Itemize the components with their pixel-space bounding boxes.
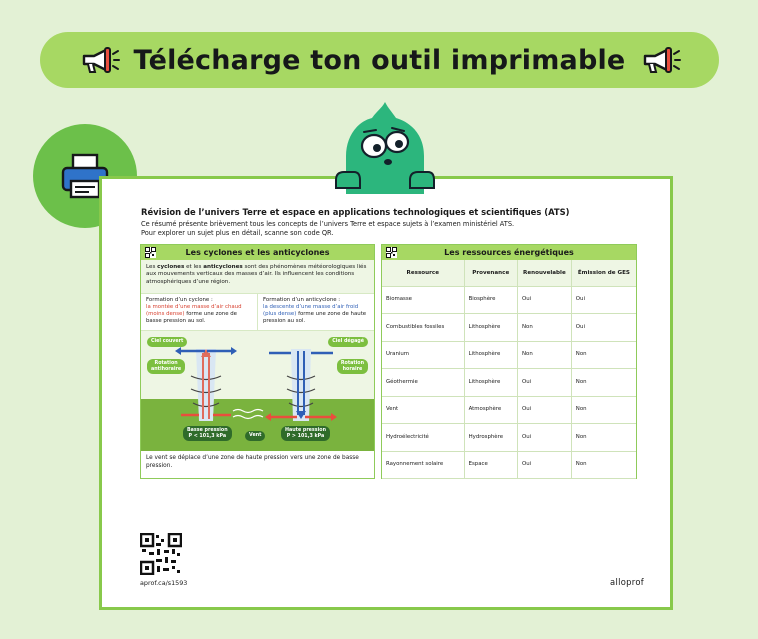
short-url[interactable]: aprof.ca/s1593 [140,579,188,587]
cyclones-heading-bar [141,245,374,260]
formation-text: forme une zone de basse pression au sol. [146,311,237,324]
column-header: Ressource [382,260,464,286]
table-cell: Rayonnement solaire [382,451,464,479]
table-row [382,314,636,342]
table-cell: Hydroélectricité [382,424,464,452]
sky-overcast-label: Ciel couvert [147,337,187,347]
table-cell: Oui [518,286,572,314]
table-row [382,424,636,452]
table-cell: Non [571,369,636,397]
table-cell: Non [571,341,636,369]
table-row [382,396,636,424]
formation-text: forme une zone de haute pression au sol. [263,311,367,324]
pill-line: Basse pression [187,428,228,433]
qr-code-icon[interactable] [140,533,182,575]
column-header: Provenance [464,260,517,286]
resources-table [382,260,636,479]
rotation-counterclockwise-label [147,359,185,374]
table-cell: Vent [382,396,464,424]
document-subtitle [141,220,641,237]
table-row [382,451,636,479]
table-cell: Lithosphère [464,314,517,342]
table-row [382,369,636,397]
table-cell: Oui [518,369,572,397]
pill-line: antihoraire [151,366,182,372]
cyclones-footer: Le vent se déplace d’une zone de haute pression vers une zone de basse pression. [146,455,359,469]
formation-columns [141,293,374,331]
printable-sheet [99,176,673,610]
brand-logo: alloprof [610,577,644,587]
pill-line: P < 101,3 kPa [188,433,227,439]
megaphone-icon [78,45,120,75]
table-row [382,286,636,314]
table-cell: Non [571,424,636,452]
sky-clear-label: Ciel dégagé [328,337,368,347]
intro-term: anticyclones [203,264,243,270]
intro-text: et les [184,264,204,270]
formation-label: Formation d’un anticyclone : [263,297,341,303]
cyclones-intro [141,260,374,293]
table-row [382,341,636,369]
document-title: Révision de l’univers Terre et espace en applications technologiques et scientifiques (ATS) [141,207,570,217]
pill-line: Haute pression [285,428,327,433]
subtitle-line: Ce résumé présente brièvement tous les concepts de l’univers Terre et espace sujets à l’examen ministériel ATS. [141,220,515,228]
table-header-row [382,260,636,286]
table-cell: Uranium [382,341,464,369]
table-cell: Oui [571,286,636,314]
table-cell: Combustibles fossiles [382,314,464,342]
pill-line: horaire [342,366,363,372]
pill-line: P > 101,3 kPa [286,433,325,439]
rotation-clockwise-label [337,359,368,374]
intro-term: cyclones [157,264,185,270]
intro-text: Les [146,264,158,270]
table-cell: Non [518,341,572,369]
pill-line: Rotation [340,361,364,366]
table-cell: Hydrosphère [464,424,517,452]
qr-code-icon[interactable] [145,247,156,258]
resources-heading-bar [382,245,636,260]
megaphone-icon [639,45,681,75]
table-cell: Biomasse [382,286,464,314]
column-header: Renouvelable [518,260,572,286]
table-cell: Lithosphère [464,369,517,397]
mascot-icon [330,98,440,194]
table-cell: Géothermie [382,369,464,397]
subtitle-line: Pour explorer un sujet plus en détail, scanne son code QR. [141,228,334,237]
pressure-diagram [141,331,374,451]
resources-card [381,244,637,479]
anticyclone-formation [257,294,374,330]
table-cell: Oui [518,451,572,479]
formation-highlight: la montée d’une masse d’air chaud (moins dense) [146,304,242,317]
cyclones-card [140,244,375,479]
low-pressure-label [183,426,232,441]
table-cell: Atmosphère [464,396,517,424]
table-cell: Espace [464,451,517,479]
formation-label: Formation d’un cyclone : [146,297,213,303]
cyclone-formation [141,294,257,330]
banner-title: Télécharge ton outil imprimable [133,44,626,76]
download-banner[interactable] [40,32,719,88]
pill-line: Rotation [154,361,178,366]
high-pressure-label [281,426,330,441]
table-cell: Non [518,314,572,342]
table-cell: Biosphère [464,286,517,314]
column-header: Émission de GES [571,260,636,286]
formation-highlight: la descente d’une masse d’air froid (plus dense) [263,304,359,317]
table-cell: Oui [571,314,636,342]
intro-text: sont des phénomènes météorologiques liés aux mouvements verticaux des masses d’air. Ils influencent les conditions atmosphériques d’une région. [146,264,367,285]
resources-heading: Les ressources énergétiques [444,248,574,257]
qr-code-icon[interactable] [386,247,397,258]
table-cell: Non [571,396,636,424]
table-cell: Lithosphère [464,341,517,369]
table-cell: Oui [518,396,572,424]
table-cell: Non [571,451,636,479]
cyclones-heading: Les cyclones et les anticyclones [185,248,330,257]
table-cell: Oui [518,424,572,452]
wind-label: Vent [245,431,265,441]
